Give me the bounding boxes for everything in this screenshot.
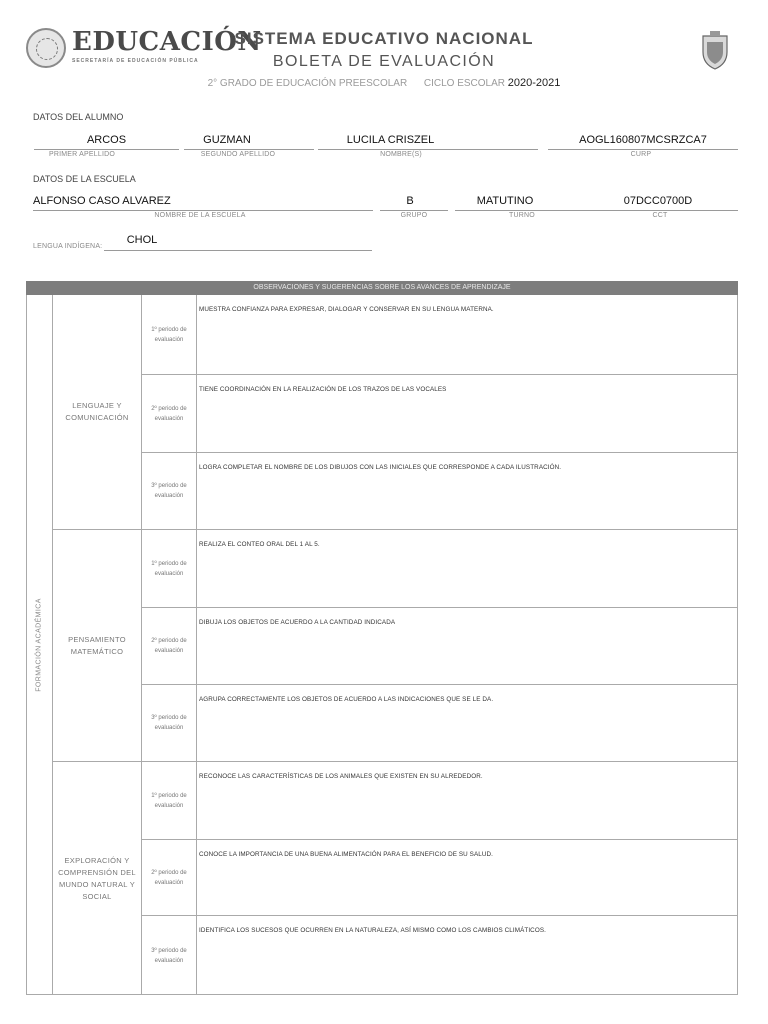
period-label: 1º periodo de evaluación bbox=[151, 326, 187, 343]
period-cell bbox=[142, 295, 197, 375]
cycle-label: CICLO ESCOLAR bbox=[423, 78, 506, 89]
page-title: SISTEMA EDUCATIVO NACIONAL bbox=[234, 29, 534, 48]
student-section-label: DATOS DEL ALUMNO bbox=[33, 112, 124, 122]
page-subtitle: BOLETA DE EVALUACIÓN bbox=[272, 53, 496, 70]
period-label: 2º periodo de evaluación bbox=[151, 638, 187, 654]
shift-caption: TURNO bbox=[509, 212, 535, 219]
formacion-label: FORMACIÓN ACADÉMICA bbox=[35, 598, 43, 692]
area-name: LENGUAJE Y COMUNICACIÓN bbox=[65, 401, 129, 422]
observation-cell bbox=[197, 530, 738, 608]
observation-text: AGRUPA CORRECTAMENTE LOS OBJETOS DE ACUERDO A LAS INDICACIONES QUE SE LE DA. bbox=[199, 696, 494, 703]
observation-cell bbox=[197, 608, 738, 685]
sep-seal-icon bbox=[26, 28, 66, 68]
school-name-caption: NOMBRE DE LA ESCUELA bbox=[154, 212, 246, 219]
group-caption: GRUPO bbox=[400, 212, 428, 219]
names-value: LUCILA CRISZEL bbox=[346, 134, 435, 146]
area-name: EXPLORACIÓN Y COMPRENSIÓN DEL MUNDO NATURAL Y SOCIAL bbox=[58, 855, 136, 901]
observation-cell bbox=[197, 840, 738, 916]
logo-wordmark: EDUCACIÓN bbox=[72, 27, 262, 57]
area-cell bbox=[53, 295, 142, 530]
language-value: CHOL bbox=[126, 234, 158, 246]
first-surname-value: ARCOS bbox=[86, 134, 127, 146]
second-surname-line bbox=[184, 149, 314, 150]
grade-line bbox=[140, 77, 628, 89]
area-cell bbox=[53, 530, 142, 762]
area-cell bbox=[53, 762, 142, 995]
group-line bbox=[380, 210, 448, 211]
curp-line bbox=[548, 149, 738, 150]
cycle-value: 2020-2021 bbox=[507, 77, 561, 89]
period-cell bbox=[142, 762, 197, 840]
period-label: 2º periodo de evaluación bbox=[151, 405, 187, 422]
shift-value: MATUTINO bbox=[476, 195, 534, 207]
school-name-value: ALFONSO CASO ALVAREZ bbox=[33, 195, 171, 207]
names-line bbox=[318, 149, 538, 150]
period-label: 1º periodo de evaluación bbox=[151, 792, 187, 809]
period-cell bbox=[142, 608, 197, 685]
logo-subtitle: SECRETARÍA DE EDUCACIÓN PÚBLICA bbox=[72, 58, 199, 64]
language-line bbox=[104, 250, 372, 251]
period-label: 3º periodo de evaluación bbox=[151, 483, 187, 499]
school-section-label: DATOS DE LA ESCUELA bbox=[33, 174, 136, 184]
cct-value: 07DCC0700D bbox=[623, 195, 693, 207]
period-cell bbox=[142, 685, 197, 762]
formacion-column bbox=[26, 295, 53, 995]
shift-line bbox=[455, 210, 587, 211]
period-cell bbox=[142, 530, 197, 608]
period-cell bbox=[142, 916, 197, 995]
first-surname-line bbox=[34, 149, 179, 150]
observation-cell bbox=[197, 295, 738, 375]
observation-cell bbox=[197, 453, 738, 530]
observation-text: MUESTRA CONFIANZA PARA EXPRESAR, DIALOGAR Y CONSERVAR EN SU LENGUA MATERNA. bbox=[199, 306, 494, 313]
observation-cell bbox=[197, 762, 738, 840]
curp-value: AOGL160807MCSRZCA7 bbox=[579, 134, 707, 146]
observation-cell bbox=[197, 375, 738, 453]
school-name-line bbox=[33, 210, 373, 211]
area-name: PENSAMIENTO MATEMÁTICO bbox=[68, 634, 126, 656]
observation-cell bbox=[197, 916, 738, 995]
first-surname-caption: PRIMER APELLIDO bbox=[48, 151, 116, 158]
names-caption: NOMBRE(S) bbox=[380, 151, 422, 158]
period-label: 1º periodo de evaluación bbox=[151, 560, 187, 577]
observation-text: DIBUJA LOS OBJETOS DE ACUERDO A LA CANTIDAD INDICADA bbox=[199, 619, 396, 626]
observation-text: RECONOCE LAS CARACTERÍSTICAS DE LOS ANIMALES QUE EXISTEN EN SU ALREDEDOR. bbox=[199, 773, 483, 780]
period-label: 3º periodo de evaluación bbox=[151, 715, 187, 731]
period-cell bbox=[142, 453, 197, 530]
language-label: LENGUA INDÍGENA: bbox=[33, 243, 103, 250]
period-cell bbox=[142, 375, 197, 453]
state-shield-icon bbox=[700, 30, 730, 70]
cct-caption: CCT bbox=[652, 212, 668, 219]
table-header: OBSERVACIONES Y SUGERENCIAS SOBRE LOS AVANCES DE APRENDIZAJE bbox=[26, 281, 738, 295]
period-label: 2º periodo de evaluación bbox=[151, 869, 187, 886]
grade-text: 2° GRADO DE EDUCACIÓN PREESCOLAR bbox=[207, 78, 408, 89]
cct-line bbox=[580, 210, 738, 211]
observation-cell bbox=[197, 685, 738, 762]
period-label: 3º periodo de evaluación bbox=[151, 947, 187, 964]
second-surname-value: GUZMAN bbox=[203, 134, 251, 146]
second-surname-caption: SEGUNDO APELLIDO bbox=[200, 151, 276, 158]
observation-text: REALIZA EL CONTEO ORAL DEL 1 AL 5. bbox=[199, 541, 320, 548]
observation-text: CONOCE LA IMPORTANCIA DE UNA BUENA ALIMENTACIÓN PARA EL BENEFICIO DE SU SALUD. bbox=[199, 851, 494, 858]
period-cell bbox=[142, 840, 197, 916]
observation-text: LOGRA COMPLETAR EL NOMBRE DE LOS DIBUJOS CON LAS INICIALES QUE CORRESPONDE A CADA ILUSTRACIÓN. bbox=[199, 464, 562, 471]
observation-text: IDENTIFICA LOS SUCESOS QUE OCURREN EN LA NATURALEZA, ASÍ MISMO COMO LOS CAMBIOS CLIMÁTICOS. bbox=[199, 927, 546, 934]
curp-caption: CURP bbox=[630, 151, 652, 158]
group-value: B bbox=[406, 195, 414, 207]
observation-text: TIENE COORDINACIÓN EN LA REALIZACIÓN DE LOS TRAZOS DE LAS VOCALES bbox=[199, 386, 447, 393]
